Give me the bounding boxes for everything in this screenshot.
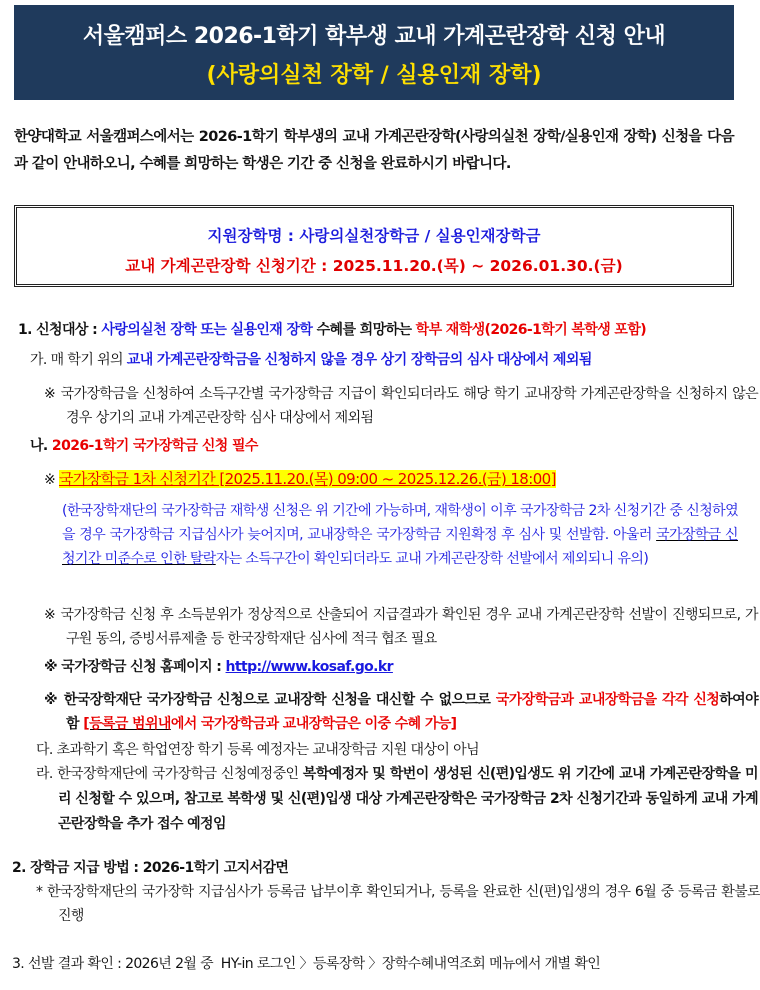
scholarship-types: 사랑의실천 장학 또는 실용인재 장학: [101, 322, 313, 338]
scholarship-names: 지원장학명 : 사랑의실천장학금 / 실용인재장학금: [207, 227, 541, 245]
item-ra: [36, 762, 758, 837]
text: [등록금 범위내: [83, 716, 171, 732]
text: 나.: [30, 438, 52, 454]
item-da: 다. 초과학기 혹은 학업연장 학기 등록 예정자는 교내장학금 지원 대상이 아님: [36, 742, 479, 758]
label: 1. 신청대상 :: [18, 322, 102, 338]
homepage-line: [44, 655, 736, 679]
required-notice: 2026-1학기 국가장학금 신청 필수: [51, 438, 258, 454]
underlined-warning: 국가장학금 신청기간 미준수로 인한 탈락: [62, 527, 738, 567]
section-1-target: [18, 318, 738, 342]
item-ga: [30, 348, 740, 372]
text: 하여야 함: [66, 692, 759, 732]
text: 라. 한국장학재단에 국가장학금 신청예정중인: [36, 766, 303, 782]
target-students: 학부 재학생(2026-1학기 복학생 포함): [415, 322, 647, 338]
text: 수혜를 희망하는: [312, 322, 416, 338]
intro-paragraph: 한양대학교 서울캠퍼스에서는 2026-1학기 학부생의 교내 가계곤란장학(사랑의실천 장학/실용인재 장학) 신청을 다음과 같이 안내하오니, 수혜를 희망하는 학생은 기간 중 신청을 완료하시기 바랍니다.: [14, 129, 734, 172]
exclusion-rule: 교내 가계곤란장학금을 신청하지 않을 경우 상기 장학금의 심사 대상에서 제외됨: [126, 352, 592, 368]
text: 에서 국가장학금과 교내장학금은 이중 수혜 가능]: [170, 716, 457, 732]
text: ※ 한국장학재단 국가장학금 신청으로 교내장학 신청을 대신할 수 없으므로: [44, 692, 496, 708]
text: (한국장학재단의 국가장학금 재학생 신청은 위 기간에 가능하며, 재학생이 이후 국가장학금 2차 신청기간 중 신청하였을 경우 국가장학금 지급심사가 늦어지며, 교내장학은 국가장학금 지원확정 후 심사 및 선발함. 아울러: [62, 503, 738, 543]
national-period-line: [44, 467, 744, 492]
note-3: [44, 688, 758, 736]
note-1: ※ 국가장학금을 신청하여 소득구간별 국가장학금 지급이 확인되더라도 해당 학기 교내장학 가계곤란장학을 신청하지 않은 경우 상기의 교내 가계곤란장학 심사 대상에서 제외됨: [44, 386, 758, 426]
text: 자는 소득구간이 확인되더라도 교내 가계곤란장학 선발에서 제외되니 유의): [215, 551, 649, 567]
text: 복학예정자 및 학번이 생성된 신(편)입생도 위 기간에 교내 가계곤란장학을 미리 신청할 수 있으며, 참고로 복학생 및 신(편)입생 대상 가계곤란장학은 국가장학금 2차 신청기간과 동일하게 교내 가계곤란장학을 추가 접수 예정임: [58, 766, 758, 832]
section-2-note: * 한국장학재단의 국가장학 지급심사가 등록금 납부이후 확인되거나, 등록을 완료한 신(편)입생의 경우 6월 중 등록금 환불로 진행: [36, 884, 760, 924]
application-period: 교내 가계곤란장학 신청기간 : 2025.11.20.(목) ~ 2026.01.30.(금): [125, 257, 623, 275]
page-subtitle: (사랑의실천 장학 / 실용인재 장학): [206, 63, 542, 88]
kosaf-link[interactable]: http://www.kosaf.go.kr: [225, 659, 393, 675]
note-2: ※ 국가장학금 신청 후 소득분위가 정상적으로 산출되어 지급결과가 확인된 경우 교내 가계곤란장학 선발이 진행되므로, 가구원 동의, 증빙서류제출 등 한국장학재단 심사에 적극 협조 필요: [44, 607, 758, 647]
section-2-title: 2. 장학금 지급 방법 : 2026-1학기 고지서감면: [12, 860, 289, 876]
label: ※ 국가장학금 신청 홈페이지 :: [44, 659, 226, 675]
note-paren: [62, 499, 738, 571]
title-banner: [14, 5, 734, 100]
section-3-title: 3. 선발 결과 확인 : 2026년 2월 중 HY-in 로그인 〉등록장학 〉장학수혜내역조회 메뉴에서 개별 확인: [12, 956, 601, 972]
summary-box: [14, 205, 734, 287]
item-na: [30, 434, 740, 458]
national-scholarship-period: 국가장학금 1차 신청기간 [2025.11.20.(목) 09:00 ~ 2025.12.26.(금) 18:00]: [59, 470, 556, 488]
reference-mark: ※: [44, 472, 56, 488]
text: 국가장학금과 교내장학금을 각각 신청: [495, 692, 720, 708]
text: 가. 매 학기 위의: [30, 352, 127, 368]
page-title: 서울캠퍼스 2026-1학기 학부생 교내 가계곤란장학 신청 안내: [82, 24, 666, 49]
